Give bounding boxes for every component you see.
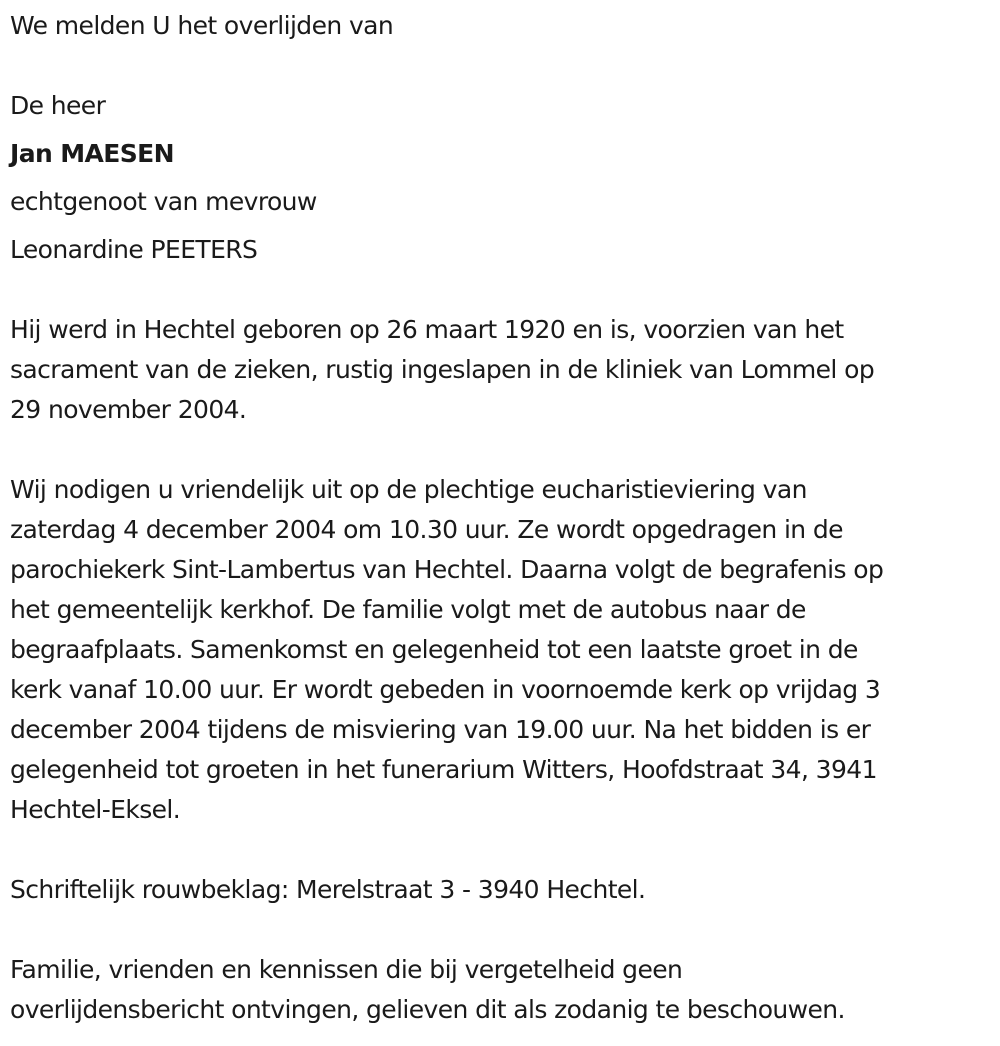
spouse-label: echtgenoot van mevrouw <box>10 187 317 216</box>
deceased-title: De heer <box>10 91 106 120</box>
paragraph-line: sacrament van de zieken, rustig ingeslapen in de kliniek van Lommel op <box>10 355 875 384</box>
paragraph-line: het gemeentelijk kerkhof. De familie volgt met de autobus naar de <box>10 595 806 624</box>
paragraph-line: gelegenheid tot groeten in het funerarium Witters, Hoofdstraat 34, 3941 <box>10 755 877 784</box>
paragraph-line: parochiekerk Sint-Lambertus van Hechtel. Daarna volgt de begrafenis op <box>10 555 884 584</box>
paragraph-line: begraafplaats. Samenkomst en gelegenheid tot een laatste groet in de <box>10 635 858 664</box>
paragraph-line: 29 november 2004. <box>10 395 247 424</box>
intro-line: We melden U het overlijden van <box>10 11 394 40</box>
paragraph-line: Schriftelijk rouwbeklag: Merelstraat 3 - 3940 Hechtel. <box>10 875 646 904</box>
paragraph-line: kerk vanaf 10.00 uur. Er wordt gebeden in voornoemde kerk op vrijdag 3 <box>10 675 881 704</box>
ceremony-paragraph <box>10 470 995 830</box>
paragraph-line: Hechtel-Eksel. <box>10 795 181 824</box>
condolences-paragraph <box>10 870 995 910</box>
birth-death-paragraph <box>10 310 995 430</box>
deceased-name: Jan MAESEN <box>10 139 174 168</box>
paragraph-line: Familie, vrienden en kennissen die bij vergetelheid geen <box>10 955 683 984</box>
paragraph-line: Hij werd in Hechtel geboren op 26 maart 1920 en is, voorzien van het <box>10 315 844 344</box>
closing-paragraph <box>10 950 995 1030</box>
paragraph-line: zaterdag 4 december 2004 om 10.30 uur. Ze wordt opgedragen in de <box>10 515 843 544</box>
paragraph-line: Wij nodigen u vriendelijk uit op de plechtige eucharistieviering van <box>10 475 807 504</box>
spouse-name: Leonardine PEETERS <box>10 235 258 264</box>
intro-block <box>10 2 393 50</box>
paragraph-line: december 2004 tijdens de misviering van 19.00 uur. Na het bidden is er <box>10 715 871 744</box>
deceased-block <box>10 82 317 274</box>
paragraph-line: overlijdensbericht ontvingen, gelieven dit als zodanig te beschouwen. <box>10 995 845 1024</box>
